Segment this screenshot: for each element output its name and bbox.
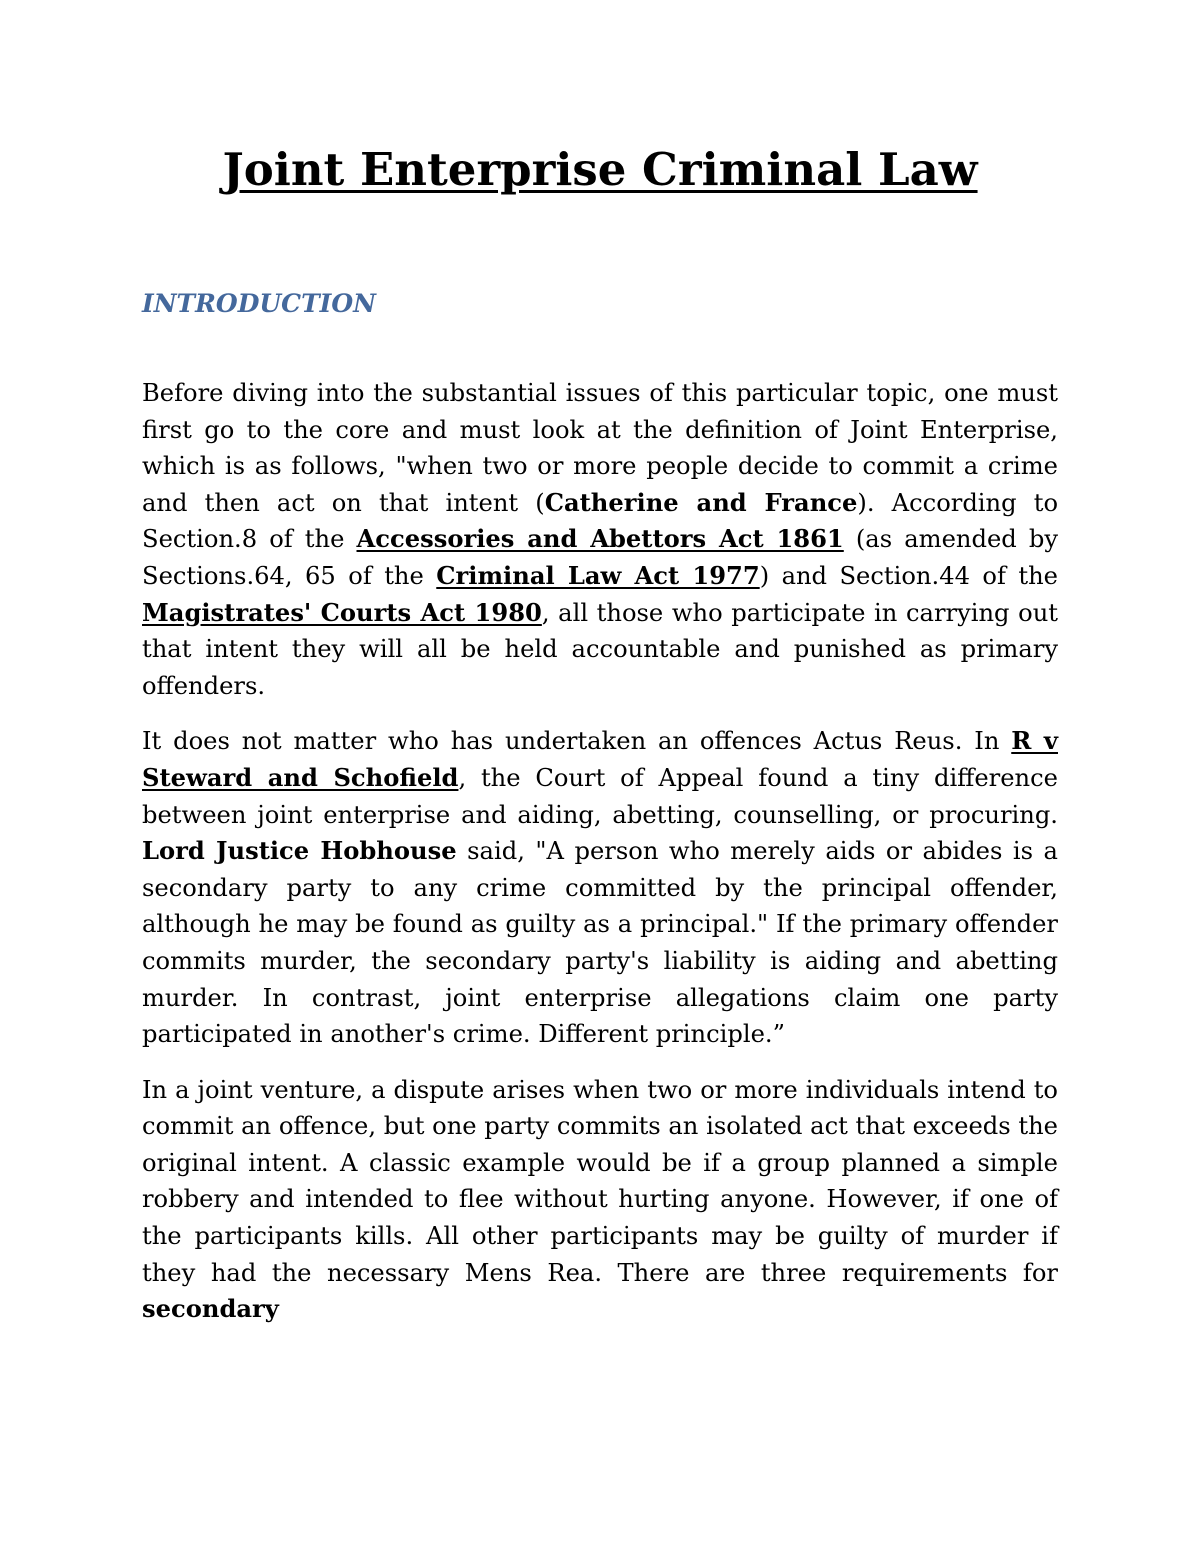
paragraph-1-text: ). According to Section.8 of the (142, 488, 1059, 554)
statute-magistrates-courts-act: Magistrates' Courts Act 1980 (142, 597, 542, 627)
paragraph-2-text: It does not matter who has undertaken an offences Actus Reus. In (142, 727, 1012, 756)
statute-criminal-law-act: Criminal Law Act 1977 (436, 560, 760, 590)
paragraph-3-text: In a joint venture, a dispute arises when two or more individuals intend to commit an offence, but one party commits an isolated act that exceeds the original intent. A classic example would be if a group planned a simple robbery and intended to flee without hurting anyone. However, if one of the participants kills. All other participants may be guilty of murder if they had the necessary Mens Rea. There are three requirements for (142, 1075, 1058, 1287)
paragraph-1-text: ) and Section.44 of the (759, 561, 1058, 590)
term-secondary: secondary (142, 1294, 279, 1324)
paragraph-2-text: , the Court of Appeal found a tiny difference between joint enterprise and aiding, abetting, counselling, or procuring. (142, 763, 1058, 829)
document-title-text: Joint Enterprise Criminal Law (222, 143, 978, 196)
paragraph-1-text: , all those who participate in carrying out that intent they will all be held accountable and punished as primary offenders. (142, 598, 1058, 700)
statute-accessories-and-abettors-act: Accessories and Abettors Act 1861 (356, 524, 844, 554)
paragraph-1 (142, 375, 1058, 704)
case-r-v-steward-and-schofield: R v Steward and Schofield (142, 726, 1058, 792)
document-body (142, 375, 1058, 1347)
citation-catherine-and-france: Catherine and France (544, 487, 858, 517)
paragraph-3 (142, 1072, 1058, 1328)
paragraph-2 (142, 723, 1058, 1052)
paragraph-1-text: Before diving into the substantial issues of this particular topic, one must first go to the core and must look at the definition of Joint Enterprise, which is as follows, "when two or more people decide to commit a crime and then act on that intent ( (142, 379, 1058, 517)
judge-lord-justice-hobhouse: Lord Justice Hobhouse (142, 836, 457, 866)
paragraph-2-text: said, "A person who merely aids or abides is a secondary party to any crime committed by the principal offender, although he may be found as guilty as a principal." If the primary offender commits murder, the secondary party's liability is aiding and abetting murder. In contrast, joint enterprise allegations claim one party participated in another's crime. Different principle.” (142, 837, 1058, 1049)
section-heading-introduction: INTRODUCTION (142, 289, 377, 318)
document-title (0, 138, 1200, 202)
paragraph-1-text: (as amended by Sections.64, 65 of the (142, 525, 1058, 590)
